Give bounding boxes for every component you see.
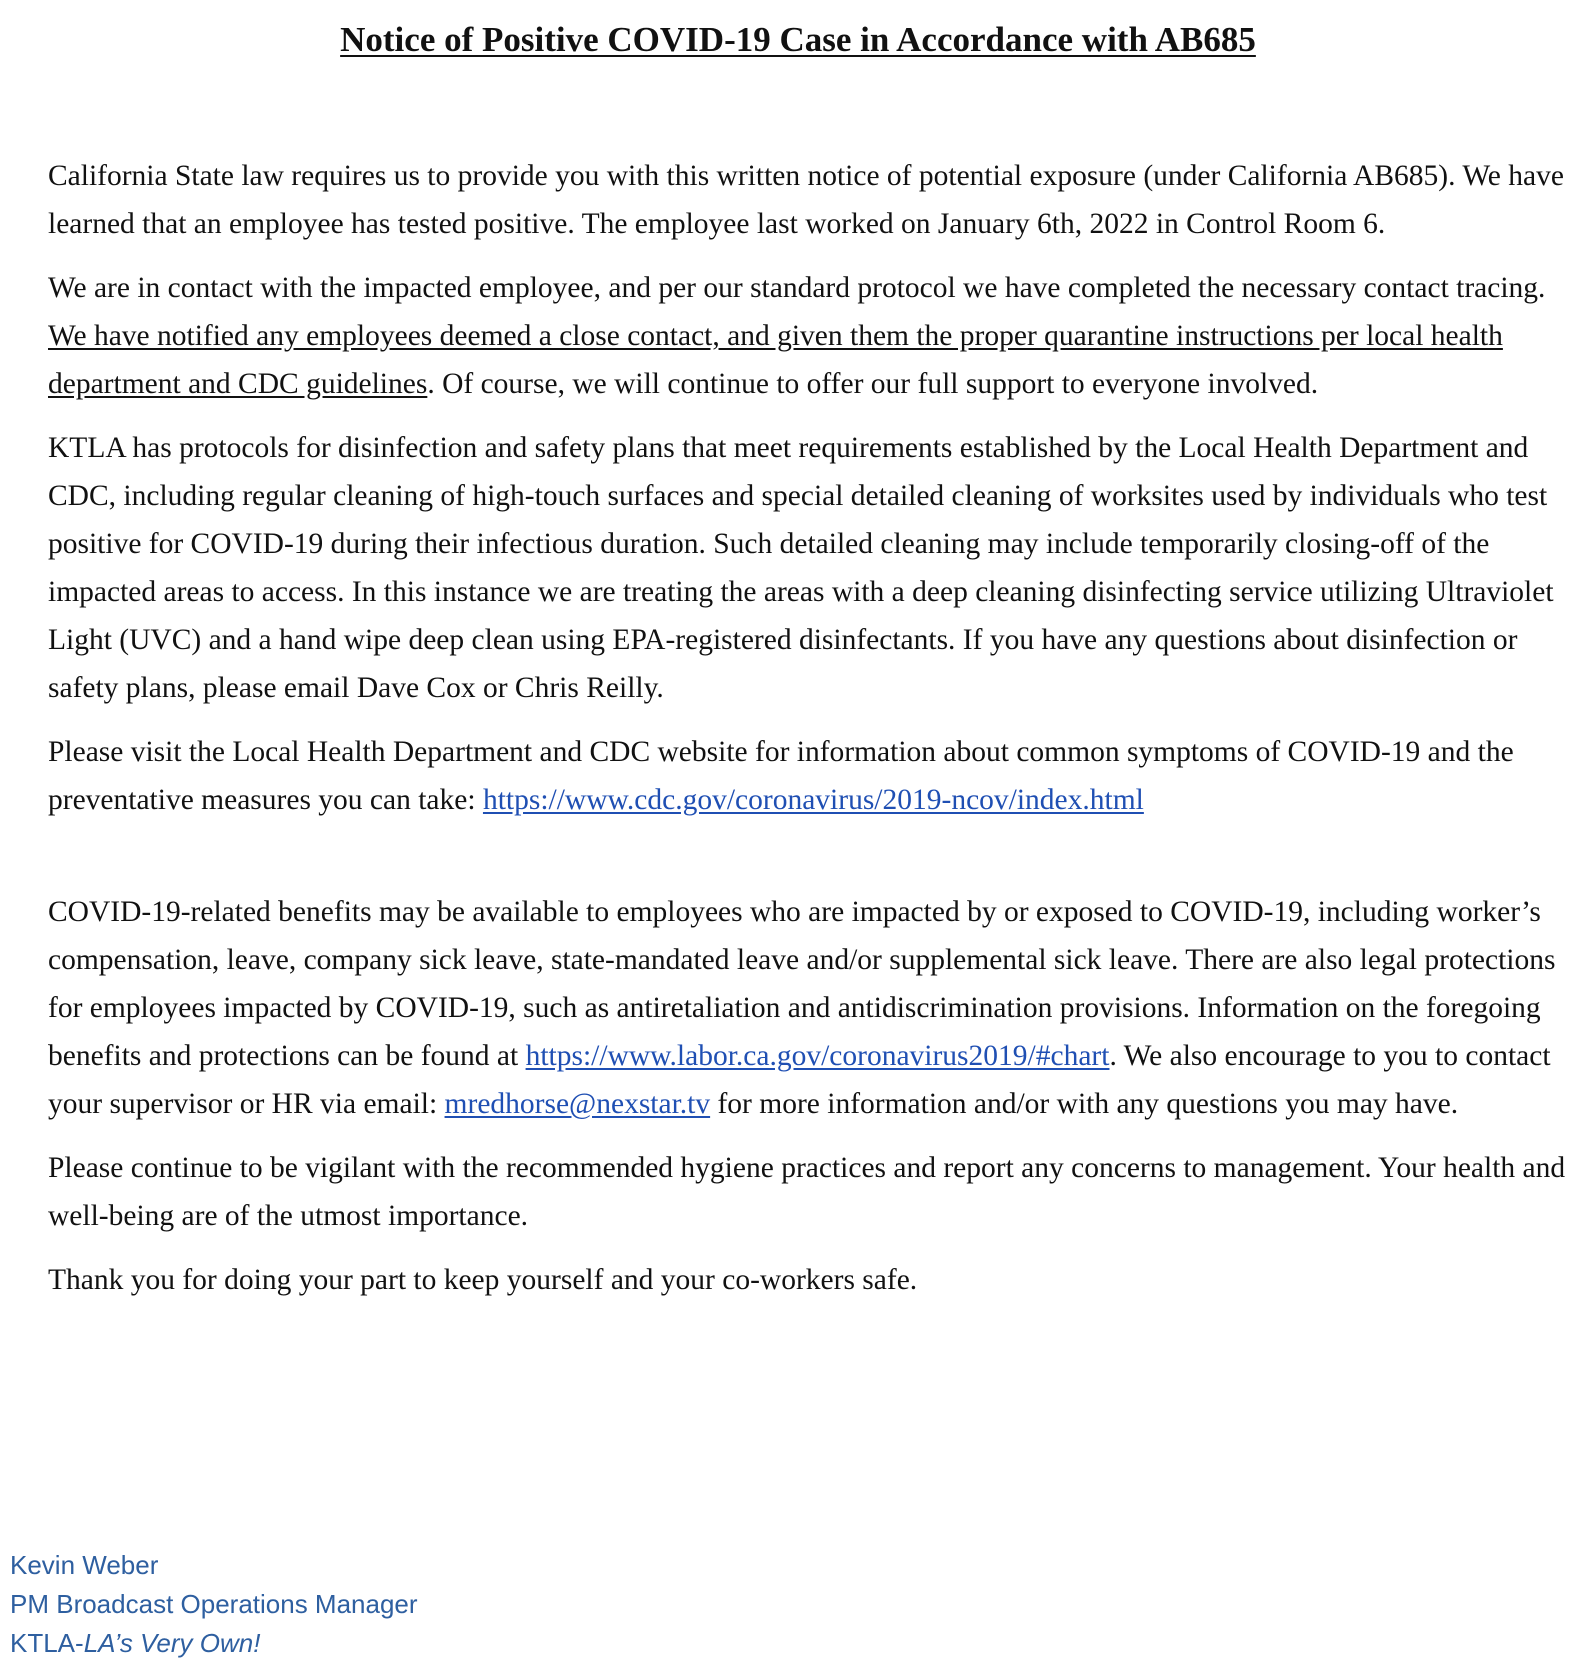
labor-link[interactable]: https://www.labor.ca.gov/coronavirus2019/#chart	[525, 1040, 1110, 1072]
benefits-text: COVID-19-related benefits may be available to employees who are impacted by or exposed to COVID-19, including worker’s compensation, leave, company sick leave, state-mandated leave and/or supplemental sick leave. There are also legal protections for employees impacted by COVID-19, such as antiretaliation and antidiscrimination provisions. Information on the foregoing benefits and protections can be found at	[48, 896, 1556, 1072]
cdc-info-text: Please visit the Local Health Department and CDC website for information about common symptoms of COVID-19 and the preventative measures you can take:	[48, 736, 1514, 816]
cdc-link[interactable]: https://www.cdc.gov/coronavirus/2019-ncov/index.html	[482, 784, 1144, 816]
document-body	[48, 152, 1588, 1320]
support-text: . Of course, we will continue to offer our full support to everyone involved.	[427, 368, 1319, 400]
paragraph-exposure-notice: California State law requires us to provide you with this written notice of potential exposure (under California AB685). We have learned that an employee has tested positive. The employee last worked on January 6th, 2022 in Control Room 6.	[48, 160, 1564, 240]
contact-tracing-text: We are in contact with the impacted employee, and per our standard protocol we have completed the necessary contact tracing.	[48, 272, 1546, 304]
paragraph-benefits	[48, 888, 1588, 1128]
paragraph-disinfection-protocols: KTLA has protocols for disinfection and safety plans that meet requirements established by the Local Health Department and CDC, including regular cleaning of high-touch surfaces and special detailed cleaning of worksites used by individuals who test positive for COVID-19 during their infectious duration. Such detailed cleaning may include temporarily closing-off of the impacted areas to access. In this instance we are treating the areas with a deep cleaning disinfecting service utilizing Ultraviolet Light (UVC) and a hand wipe deep clean using EPA-registered disinfectants. If you have any questions about disinfection or safety plans, please email Dave Cox or Chris Reilly.	[48, 432, 1554, 704]
paragraph-hygiene: Please continue to be vigilant with the recommended hygiene practices and report any concerns to management. Your health and well-being are of the utmost importance.	[48, 1152, 1566, 1232]
paragraph-contact-tracing	[48, 264, 1588, 408]
hr-email-link[interactable]: mredhorse@nexstar.tv	[444, 1088, 711, 1120]
paragraph-thank-you: Thank you for doing your part to keep yourself and your co-workers safe.	[48, 1264, 918, 1296]
more-info-text: for more information and/or with any questions you may have.	[710, 1088, 1459, 1120]
paragraph-cdc-info	[48, 728, 1588, 824]
signature-company-line	[10, 1624, 418, 1663]
document-title: Notice of Positive COVID-19 Case in Accordance with AB685	[340, 20, 1256, 59]
signature-slogan: LA’s Very Own!	[83, 1628, 261, 1658]
signature-role: PM Broadcast Operations Manager	[10, 1589, 418, 1619]
signature-company: KTLA-	[10, 1628, 84, 1658]
email-signature	[10, 1546, 418, 1663]
signature-name: Kevin Weber	[10, 1550, 159, 1580]
close-contact-notice-underlined: We have notified any employees deemed a close contact, and given them the proper quarantine instructions per local health department and CDC guidelines	[48, 320, 1503, 400]
contact-hr-text: . We also encourage to you to contact your supervisor or HR via email:	[48, 1040, 1551, 1120]
